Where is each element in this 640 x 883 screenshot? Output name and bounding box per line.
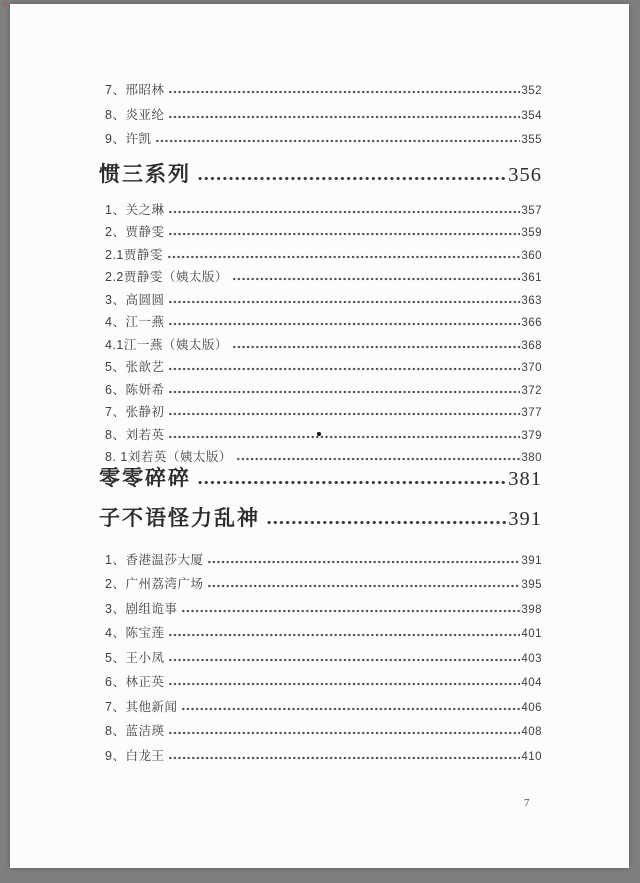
toc-entry-page-number: 355 — [521, 134, 542, 146]
dot-leader — [207, 560, 520, 564]
dot-leader — [167, 255, 520, 259]
toc-entry-label: 2、广州荔湾广场 — [105, 577, 204, 591]
document-page — [10, 4, 629, 868]
toc-entry-page-number: 352 — [521, 85, 542, 97]
dot-leader — [197, 176, 508, 181]
toc-entry-page-number: 404 — [521, 677, 542, 689]
toc-entry-label: 2.2贾静雯（姨太版） — [105, 270, 228, 284]
toc-entry-page-number: 403 — [521, 652, 542, 665]
toc-entry-row — [105, 400, 542, 425]
toc-entry-page-number: 368 — [521, 339, 542, 352]
toc-entry-page-number: 372 — [521, 384, 542, 397]
toc-entry-page-number: 370 — [521, 362, 542, 374]
toc-entry-page-number: 395 — [521, 579, 542, 591]
toc-section-header-row — [99, 502, 542, 536]
toc-entry-page-number: 366 — [521, 317, 542, 329]
toc-entry-label: 3、剧组诡事 — [105, 601, 178, 616]
toc-entry-row — [105, 719, 542, 744]
dot-leader — [181, 609, 520, 613]
toc-entry-row — [105, 572, 542, 597]
dot-leader — [168, 367, 520, 371]
toc-entry-row — [105, 220, 542, 245]
toc-section-header-row — [99, 158, 542, 192]
toc-section-header-label: 子不语怪力乱神 — [99, 506, 260, 530]
toc-entry-label: 1、关之琳 — [105, 202, 165, 217]
toc-section-header-page-number: 391 — [508, 507, 542, 530]
toc-section-header-page-number: 356 — [508, 163, 542, 186]
dot-leader — [168, 232, 520, 236]
toc-entry-label: 7、张静初 — [105, 405, 165, 419]
toc-entry-page-number: 391 — [521, 554, 542, 567]
toc-section-header-page-number: 381 — [508, 467, 542, 490]
toc-entry-row — [105, 78, 542, 103]
toc-entry-label: 5、王小凤 — [105, 650, 165, 665]
dot-leader — [168, 90, 520, 94]
toc-entry-label: 6、陈妍希 — [105, 382, 165, 397]
toc-entry-label: 3、高圆圆 — [105, 292, 165, 307]
toc-entry-row — [105, 198, 542, 223]
toc-entry-label: 4、陈宝莲 — [105, 626, 165, 640]
toc-entry-label: 8、刘若英 — [105, 427, 165, 442]
toc-entry-label: 8、炎亚纶 — [105, 107, 165, 122]
toc-entry-label: 6、林正英 — [105, 675, 165, 689]
toc-entry-row — [105, 378, 542, 403]
toc-entry-page-number: 360 — [521, 249, 542, 262]
dot-leader — [181, 707, 520, 711]
footer-page-number: 7 — [524, 797, 530, 809]
dot-leader — [168, 682, 520, 686]
toc-entry-label: 1、香港温莎大厦 — [105, 552, 204, 567]
toc-entry-row — [105, 695, 542, 720]
toc-entry-label: 2.1贾静雯 — [105, 247, 163, 262]
toc-entry-page-number: 380 — [521, 452, 542, 464]
toc-section-header-row — [99, 462, 542, 496]
toc-entry-page-number: 408 — [521, 726, 542, 738]
toc-entry-label: 7、邢昭林 — [105, 83, 165, 97]
dot-leader — [168, 658, 520, 662]
toc-entry-label: 4.1江一燕（姨太版） — [105, 337, 228, 352]
toc-entry-label: 9、许凯 — [105, 132, 152, 146]
toc-entry-page-number: 410 — [521, 750, 542, 763]
toc-entry-label: 2、贾静雯 — [105, 225, 165, 239]
toc-entry-row — [105, 597, 542, 622]
dot-leader — [168, 322, 520, 326]
toc-entry-page-number: 379 — [521, 429, 542, 442]
toc-entry-label: 4、江一燕 — [105, 315, 165, 329]
dot-leader — [207, 584, 520, 588]
dot-leader — [168, 210, 520, 214]
toc-entry-label: 9、白龙王 — [105, 748, 165, 763]
toc-entry-row — [105, 265, 542, 290]
toc-entry-label: 5、张歆艺 — [105, 360, 165, 374]
ink-speck-artifact — [317, 432, 321, 436]
toc-entry-row — [105, 127, 542, 152]
toc-entry-row — [105, 621, 542, 646]
dot-leader — [197, 480, 508, 485]
scan-artifact — [0, 0, 10, 8]
toc-entry-row — [105, 355, 542, 380]
toc-entry-row — [105, 670, 542, 695]
toc-entry-row — [105, 646, 542, 671]
toc-entry-page-number: 361 — [521, 272, 542, 284]
dot-leader — [232, 277, 520, 281]
toc-entry-row — [105, 423, 542, 448]
toc-entry-page-number: 357 — [521, 204, 542, 217]
dot-leader — [168, 390, 520, 394]
dot-leader — [155, 139, 520, 143]
toc-entry-page-number: 401 — [521, 628, 542, 640]
toc-entry-page-number: 359 — [521, 227, 542, 239]
toc-entry-row — [105, 288, 542, 313]
toc-entry-page-number: 398 — [521, 603, 542, 616]
toc-entry-row — [105, 333, 542, 358]
toc-list — [99, 78, 542, 768]
dot-leader — [168, 435, 520, 439]
dot-leader — [168, 633, 520, 637]
toc-entry-label: 8. 1刘若英（姨太版） — [105, 450, 232, 464]
toc-entry-row — [105, 744, 542, 769]
toc-section-header-label: 零零碎碎 — [99, 466, 191, 490]
toc-entry-page-number: 377 — [521, 407, 542, 419]
dot-leader — [168, 300, 520, 304]
toc-section-header-label: 惯三系列 — [99, 162, 191, 186]
toc-entry-page-number: 406 — [521, 701, 542, 714]
dot-leader — [232, 345, 520, 349]
dot-leader — [168, 115, 520, 119]
toc-entry-row — [105, 243, 542, 268]
dot-leader — [168, 731, 520, 735]
dot-leader — [236, 457, 520, 461]
dot-leader — [266, 520, 508, 525]
toc-entry-page-number: 363 — [521, 294, 542, 307]
toc-entry-page-number: 354 — [521, 109, 542, 122]
toc-entry-row — [105, 548, 542, 573]
toc-entry-label: 8、蓝洁瑛 — [105, 724, 165, 738]
toc-entry-label: 7、其他新闻 — [105, 699, 178, 714]
toc-entry-row — [105, 103, 542, 128]
dot-leader — [168, 412, 520, 416]
dot-leader — [168, 756, 520, 760]
toc-entry-row — [105, 310, 542, 335]
